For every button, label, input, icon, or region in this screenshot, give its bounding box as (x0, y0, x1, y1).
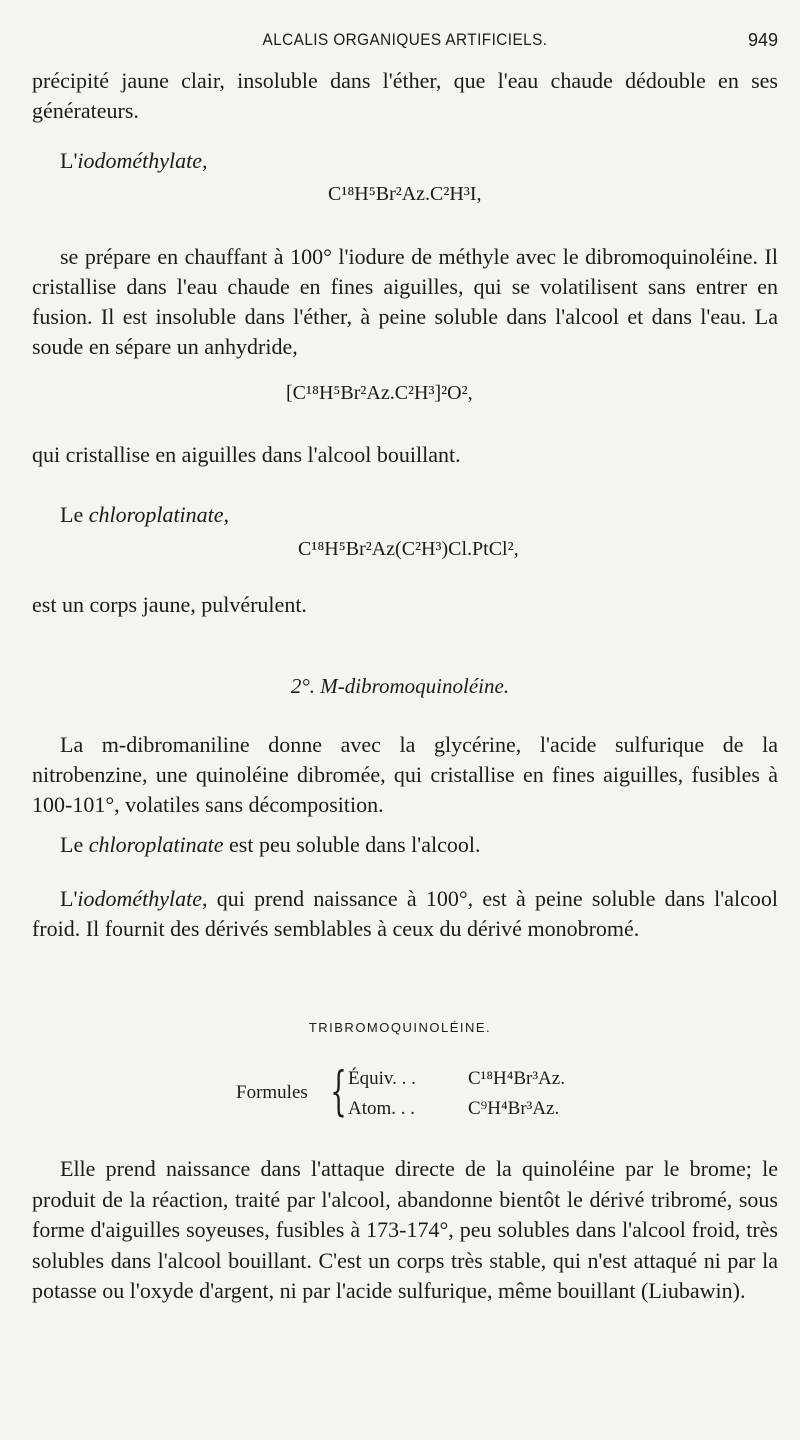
iodomethylate2-prefix: L' (60, 886, 78, 911)
paragraph-preparation: se prépare en chauffant à 100° l'iodure de méthyle avec le dibromoquinoléine. Il cristallise dans l'eau chaude en fines aiguilles, qui se volatilisent sans entrer en fusion. Il est insoluble dans l'éther, à peine soluble dans l'alcool et dans l'eau. La soude en sépare un anhydride, (32, 244, 778, 359)
paragraph-m-dibromaniline: La m-dibromaniline donne avec la glycérine, l'acide sulfurique de la nitrobenzine, une quinoléine dibromée, qui cristallise en fines aiguilles, fusibles à 100-101°, volatiles sans décomposition. (32, 732, 778, 817)
paragraph-iodomethylate (32, 884, 778, 944)
chloroplatinate-name: chloroplatinate, (88, 502, 230, 527)
iodomethylate2-name: iodométhylate (77, 886, 203, 911)
header-title: ALCALIS ORGANIQUES ARTIFICIELS. (262, 30, 548, 49)
iodomethylate-name: iodométhylate, (77, 148, 208, 173)
formula-chloroplatinate: C¹⁸H⁵Br²Az(C²H³)Cl.PtCl², (298, 538, 519, 560)
chloroplatinate2-name: chloroplatinate (88, 832, 224, 857)
page-number: 949 (747, 30, 778, 50)
iodomethylate-heading (32, 146, 778, 176)
chloroplatinate-heading (32, 500, 778, 530)
paragraph-tribromo-description: Elle prend naissance dans l'attaque directe de la quinoléine par le brome; le produit de la réaction, traité par l'alcool, abandonne bientôt le dérivé tribromé, sous forme d'aiguilles soyeuses, fusibles à 173-174°, peu solubles dans l'alcool froid, très solubles dans l'alcool bouillant. C'est un corps très stable, qui n'est attaqué ni par la potasse ou l'oxyde d'argent, ni par l'acide sulfurique, même bouillant (Liubawin). (32, 1156, 778, 1303)
formula-iodomethylate: C¹⁸H⁵Br²Az.C²H³I, (328, 183, 482, 205)
iodomethylate-prefix: L' (60, 148, 78, 173)
formules-label: Formules (236, 1082, 308, 1103)
paragraph-cristallise: qui cristallise en aiguilles dans l'alcool bouillant. (32, 442, 461, 467)
heading-tribromoquinoleine: TRIBROMOQUINOLÉINE. (308, 1020, 492, 1035)
paragraph-pulverulent: est un corps jaune, pulvérulent. (32, 592, 307, 617)
chloroplatinate2-prefix: Le (60, 832, 89, 857)
section-title-m-dibromoquinoleine: 2°. M-dibromoquinoléine. (290, 674, 510, 698)
chloroplatinate2-rest: est peu soluble dans l'alcool. (223, 832, 481, 857)
formula-anhydride: [C¹⁸H⁵Br²Az.C²H³]²O², (286, 382, 473, 404)
formules-row1-name: Équiv. . . (348, 1068, 416, 1089)
brace-icon: { (330, 1062, 347, 1122)
iodomethylate2-rest: , qui prend naissance à 100°, est à peine soluble dans l'alcool froid. Il fournit des dérivés semblables à ceux du dérivé monobromé. (32, 886, 778, 941)
chloroplatinate-prefix: Le (60, 502, 89, 527)
formules-block (236, 1062, 596, 1128)
running-header (32, 30, 778, 54)
paragraph-chloroplatinate (32, 830, 778, 860)
formules-row2-name: Atom. . . (348, 1098, 416, 1119)
formules-row2-formula: C⁹H⁴Br³Az. (468, 1098, 560, 1119)
formules-row1-formula: C¹⁸H⁴Br³Az. (468, 1068, 565, 1089)
paragraph-precipite: précipité jaune clair, insoluble dans l'éther, que l'eau chaude dédouble en ses générateurs. (32, 68, 778, 123)
